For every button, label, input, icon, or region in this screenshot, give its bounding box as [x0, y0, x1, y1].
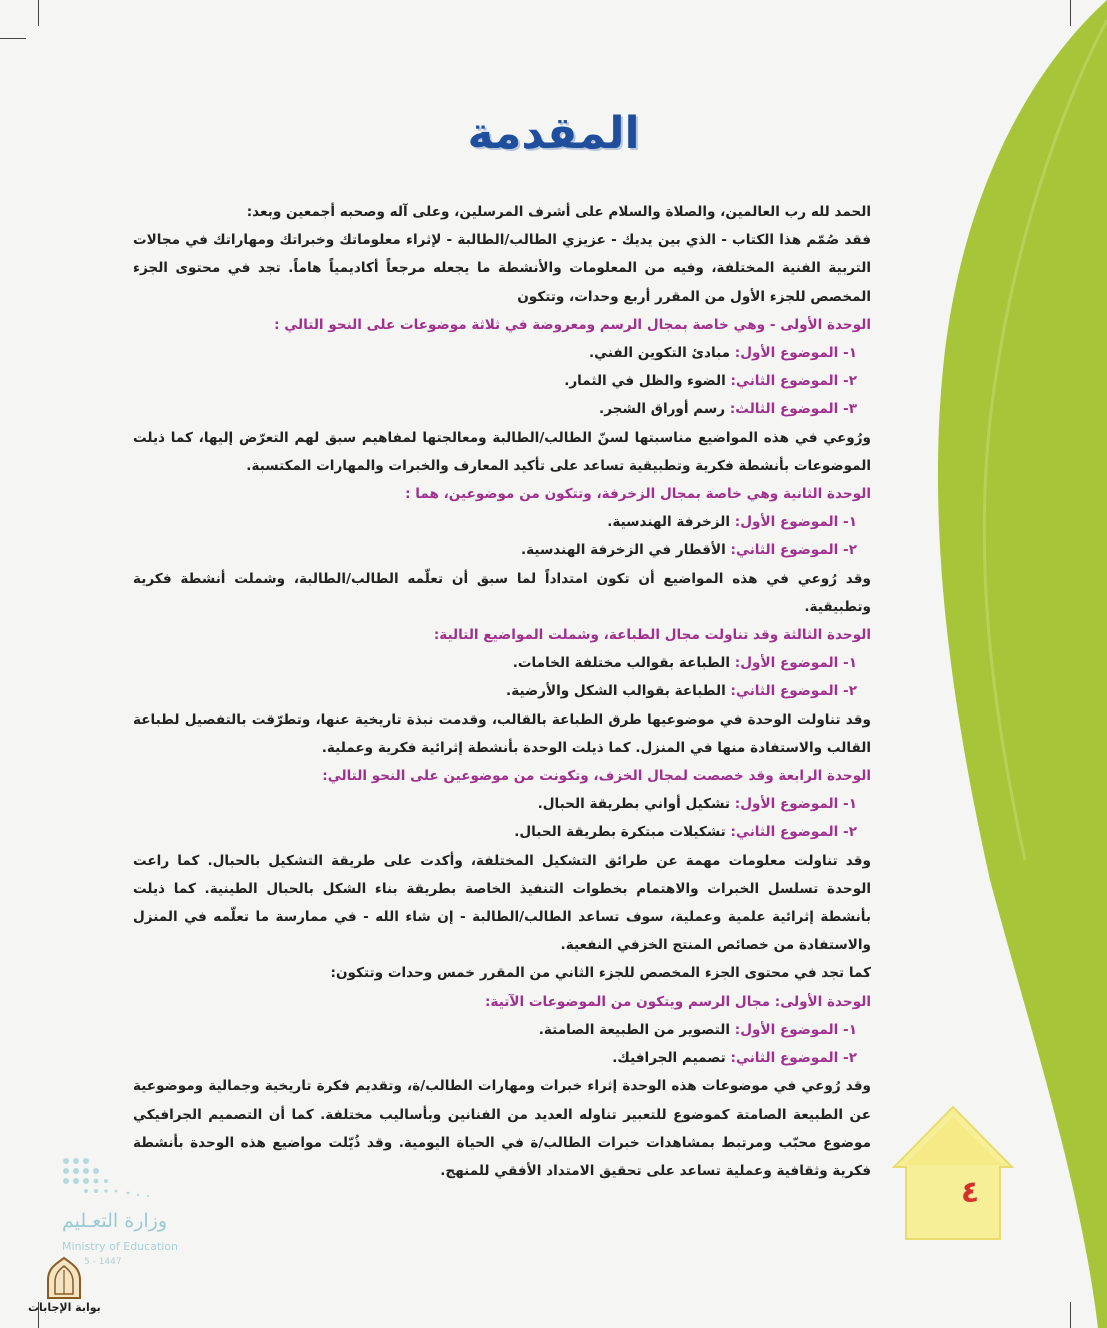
topic-title: الضوء والظل في الثمار.: [564, 373, 731, 390]
topic-item: [133, 677, 871, 705]
body-paragraph: ورُوعي في هذه المواضيع مناسبتها لسنّ الطالب/الطالبة ومعالجتها لمفاهيم سبق لهم التعرّض إليها، كما ذيلت الموضوعات بأنشطة فكرية وتطبيقية تساعد على تأكيد المعارف والخبرات والمهارات المكتسبة.: [133, 429, 871, 474]
topic-label: ٢- الموضوع الثاني:: [730, 1050, 857, 1067]
topic-title: الزخرفة الهندسية.: [607, 514, 735, 531]
unit-heading: الوحدة الثانية وهي خاصة بمجال الزخرفة، وتتكون من موضوعين، هما :: [405, 486, 871, 503]
topic-item: [133, 536, 871, 564]
topic-label: ٣- الموضوع الثالث:: [729, 401, 857, 418]
topic-item: [133, 1016, 871, 1044]
topic-title: رسم أوراق الشجر.: [599, 401, 730, 418]
edition-year: 5 - 1447: [84, 1257, 122, 1267]
unit-heading: الوحدة الأولى: مجال الرسم ويتكون من الموضوعات الآتية:: [485, 993, 871, 1010]
topic-label: ١- الموضوع الأول:: [734, 345, 857, 362]
body-paragraph: وقد رُوعي في هذه المواضيع أن تكون امتداداً لما سبق أن تعلّمه الطالب/الطالبة، وشملت أنشطة فكرية وتطبيقية.: [133, 570, 871, 615]
topic-item: [133, 367, 871, 395]
topic-label: ١- الموضوع الأول:: [734, 796, 857, 813]
topic-label: ٢- الموضوع الثاني:: [730, 373, 857, 390]
body-paragraph: كما تجد في محتوى الجزء المخصص للجزء الثاني من المقرر خمس وحدات وتتكون:: [330, 965, 871, 982]
unit-heading: الوحدة الرابعة وقد خصصت لمجال الخزف، وتكونت من موضوعين على النحو التالي:: [322, 768, 871, 785]
ministry-dots-icon: [58, 1155, 198, 1205]
body-paragraph: الحمد لله رب العالمين، والصلاة والسلام على أشرف المرسلين، وعلى آله وصحبه أجمعين وبعد:: [246, 204, 871, 220]
body-paragraph: وقد رُوعي في موضوعات هذه الوحدة إثراء خبرات ومهارات الطالب/ة، وتقديم فكرة تاريخية وجمالية وموضوعية عن الطبيعة الصامتة كموضوع للتعبير تناوله العديد من الفنانين وبأساليب مختلفة. كما أن التصميم الجرافيكي موضوع محبّب ومرتبط بمشاهدات خبرات الطالب/ة في الحياة اليومية. وقد ذُيّلت مواضيع هذه الوحدة بأنشطة فكرية وثقافية وعملية تساعد على تحقيق الامتداد الأفقي للمنهج.: [133, 1078, 871, 1179]
topic-title: تصميم الجرافيك.: [612, 1050, 731, 1067]
topic-title: الأقطار في الزخرفة الهندسية.: [520, 542, 731, 559]
topic-item: [133, 339, 871, 367]
topic-item: [133, 790, 871, 818]
topic-title: الطباعة بقوالب مختلفة الخامات.: [512, 655, 735, 672]
topic-label: ٢- الموضوع الثاني:: [730, 683, 857, 700]
topic-label: ١- الموضوع الأول:: [734, 514, 857, 531]
page-title: المقدمة: [467, 108, 640, 159]
lantern-icon: [42, 1256, 86, 1300]
topic-item: [133, 395, 871, 423]
topic-title: تشكيل أواني بطريقة الحبال.: [537, 796, 735, 813]
topic-item: [133, 508, 871, 536]
watermark-text: بوابة الإجابات: [28, 1301, 101, 1314]
unit-heading: الوحدة الثالثة وقد تناولت مجال الطباعة، وشملت المواضيع التالية:: [433, 627, 871, 644]
body-paragraph: وقد تناولت معلومات مهمة عن طرائق التشكيل المختلفة، وأكدت على طريقة التشكيل بالحبال. كما راعت الوحدة تسلسل الخبرات والاهتمام بخطوات التنفيذ الخاصة بطريقة بناء الشكل بالحبال الطينية. كما ذيلت بأنشطة إثرائية علمية وعملية، سوف تساعد الطالب/الطالبة - إن شاء الله - في ممارسة ما تعلّمه في المنزل والاستفادة من خصائص المنتج الخزفي النفعية.: [133, 852, 871, 954]
topic-label: ١- الموضوع الأول:: [734, 655, 857, 672]
topic-title: التصوير من الطبيعة الصامتة.: [538, 1021, 735, 1038]
ministry-logo-arabic: وزارة التعـليم: [62, 1210, 168, 1232]
page-number: ٤: [960, 1175, 980, 1210]
body-paragraph: فقد صُمّم هذا الكتاب - الذي بين يديك - عزيزي الطالب/الطالبة - لإثراء معلوماتك وخبراتك ومهاراتك في مجالات التربية الفنية المختلفة، وفيه من المعلومات والأنشطة ما يجعله مرجعاً أكاديمياً هاماً. تجد في محتوى الجزء المخصص للجزء الأول من المقرر أربع وحدات، وتتكون: [133, 232, 871, 305]
topic-item: [133, 818, 871, 846]
topic-title: مبادئ التكوين الفني.: [588, 345, 735, 362]
topic-title: الطباعة بقوالب الشكل والأرضية.: [506, 683, 731, 700]
topic-label: ٢- الموضوع الثاني:: [730, 824, 857, 841]
unit-heading: الوحدة الأولى - وهي خاصة بمجال الرسم ومعروضة في ثلاثة موضوعات على النحو التالي :: [274, 316, 871, 333]
introduction-body: [133, 198, 871, 1185]
topic-label: ٢- الموضوع الثاني:: [730, 542, 857, 559]
body-paragraph: وقد تناولت الوحدة في موضوعيها طرق الطباعة بالقالب، وقدمت نبذة تاريخية عنها، وتطرّقت بالتفصيل لطباعة القالب والاستفادة منها في المنزل. كما ذيلت الوحدة بأنشطة إثرائية فكرية وعملية.: [133, 711, 871, 756]
topic-label: ١- الموضوع الأول:: [734, 1021, 857, 1038]
topic-item: [133, 1044, 871, 1072]
topic-title: تشكيلات مبتكرة بطريقة الحبال.: [514, 824, 731, 841]
topic-item: [133, 649, 871, 677]
house-page-badge: [888, 1103, 1018, 1243]
ministry-logo-english: Ministry of Education: [62, 1240, 179, 1253]
